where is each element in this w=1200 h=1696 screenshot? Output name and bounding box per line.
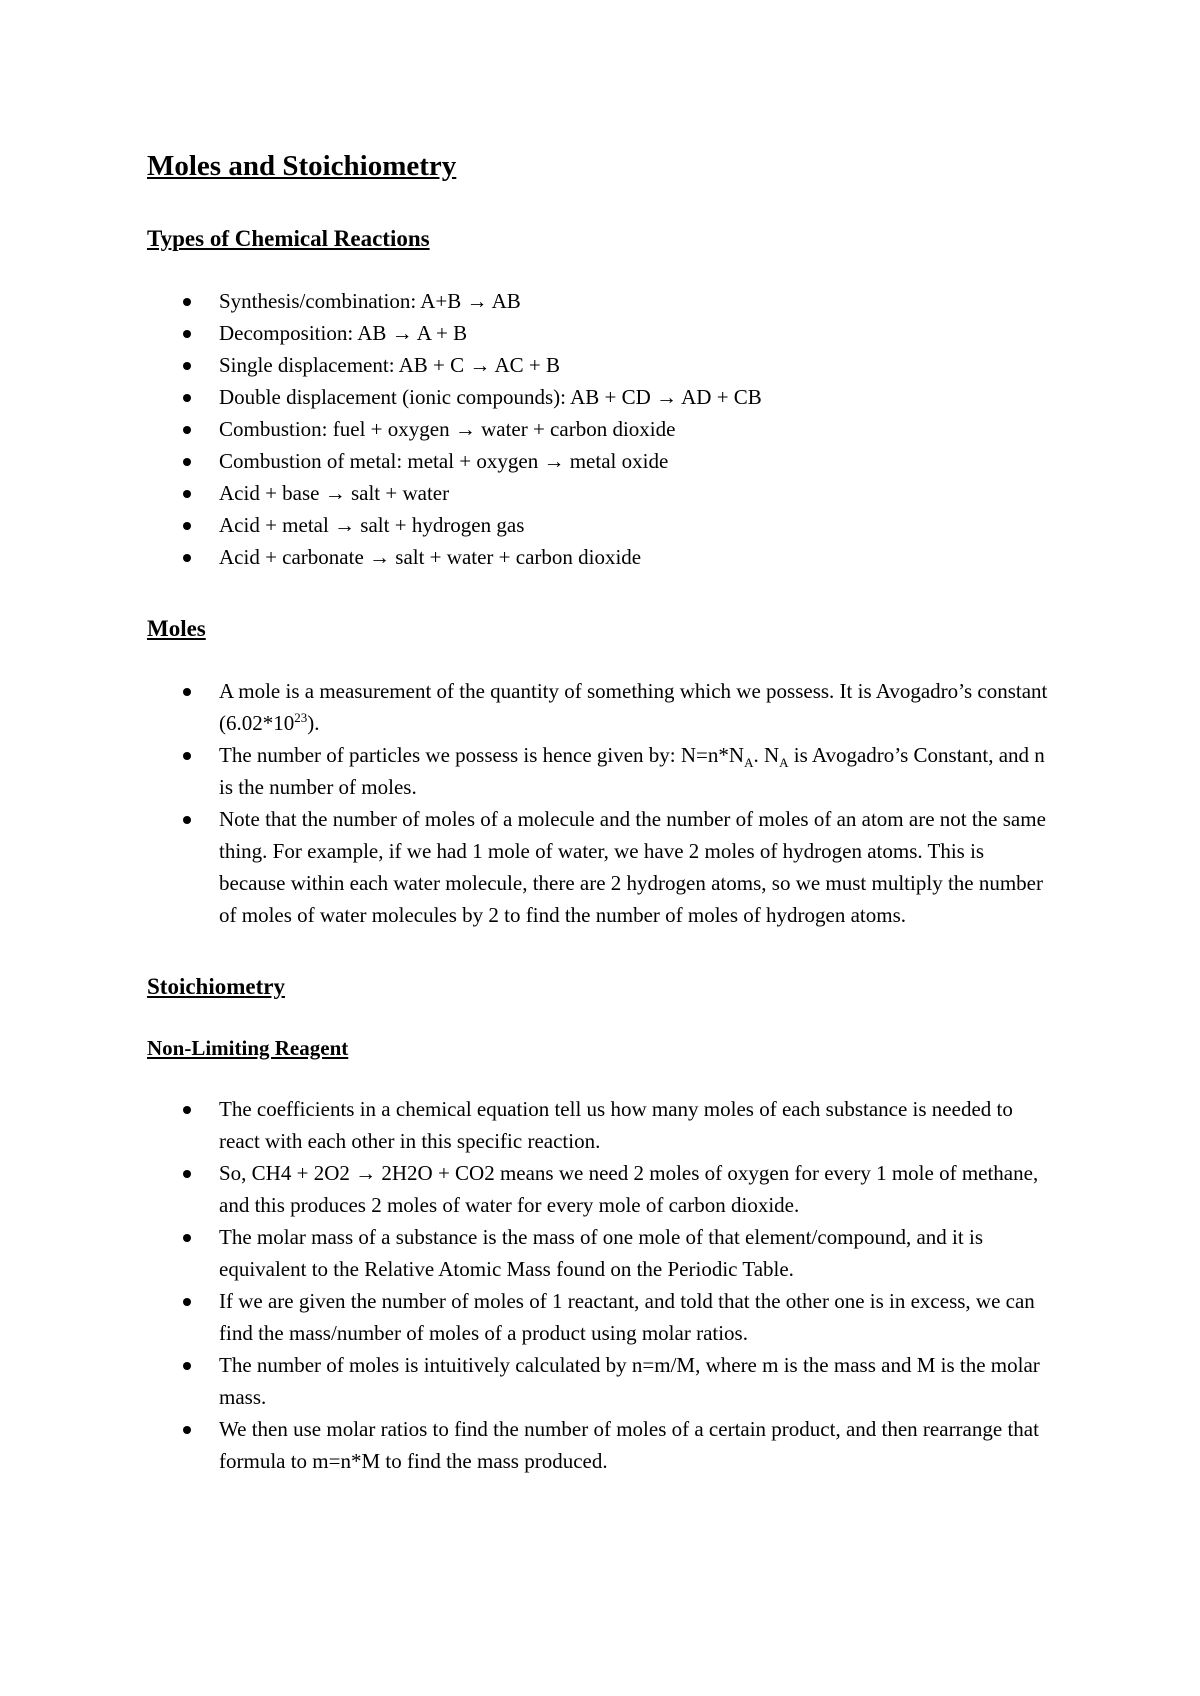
bullet-icon — [183, 554, 191, 562]
stoichiometry-list — [147, 1093, 1050, 1477]
subscript: A — [779, 755, 789, 771]
list-item — [147, 541, 1050, 573]
list-item — [147, 1221, 1050, 1285]
bullet-icon — [183, 1362, 191, 1370]
list-item-text: Combustion of metal: metal + oxygen → metal oxide — [219, 449, 669, 473]
bullet-icon — [183, 1106, 191, 1114]
list-item-text: ). — [307, 711, 320, 735]
list-item — [147, 349, 1050, 381]
section-heading-reactions: Types of Chemical Reactions — [147, 226, 430, 251]
bullet-icon — [183, 426, 191, 434]
list-item-text: is Avogadro’s Constant, and n is the number of moles. — [219, 743, 1045, 799]
list-item-text: The molar mass of a substance is the mass of one mole of that element/compound, and it is equivalent to the Relative Atomic Mass found on the Periodic Table. — [219, 1225, 983, 1281]
list-item-text: Acid + carbonate → salt + water + carbon dioxide — [219, 545, 642, 569]
list-item-text: Note that the number of moles of a molecule and the number of moles of an atom are not the same thing. For example, if we had 1 mole of water, we have 2 moles of hydrogen atoms. This is because within each water molecule, there are 2 hydrogen atoms, so we must multiply the number of moles of water molecules by 2 to find the number of moles of hydrogen atoms. — [219, 807, 1046, 927]
section-heading-moles: Moles — [147, 616, 206, 641]
list-item-text: Acid + metal → salt + hydrogen gas — [219, 513, 525, 537]
bullet-icon — [183, 490, 191, 498]
list-item-text: The number of particles we possess is hence given by: N=n*N — [219, 743, 745, 767]
list-item — [147, 803, 1050, 931]
list-item-text: If we are given the number of moles of 1 reactant, and told that the other one is in excess, we can find the mass/number of moles of a product using molar ratios. — [219, 1289, 1035, 1345]
list-item-text: The number of moles is intuitively calculated by n=m/M, where m is the mass and M is the molar mass. — [219, 1353, 1040, 1409]
list-item-text: A mole is a measurement of the quantity of something which we possess. It is Avogadro’s constant (6.02*10 — [219, 679, 1048, 735]
list-item — [147, 381, 1050, 413]
list-item-text: . N — [753, 743, 780, 767]
bullet-icon — [183, 522, 191, 530]
bullet-icon — [183, 394, 191, 402]
list-item — [147, 739, 1050, 803]
list-item-text: Acid + base → salt + water — [219, 481, 450, 505]
list-item — [147, 285, 1050, 317]
list-item-text: The coefficients in a chemical equation tell us how many moles of each substance is needed to react with each other in this specific reaction. — [219, 1097, 1013, 1153]
list-item — [147, 1285, 1050, 1349]
subscript: A — [744, 755, 754, 771]
list-item — [147, 1349, 1050, 1413]
bullet-icon — [183, 1234, 191, 1242]
list-item-text: So, CH4 + 2O2 → 2H2O + CO2 means we need 2 moles of oxygen for every 1 mole of methane, and this produces 2 moles of water for every mole of carbon dioxide. — [219, 1161, 1039, 1217]
bullet-icon — [183, 688, 191, 696]
moles-list — [147, 675, 1050, 931]
subsection-heading-non-limiting: Non-Limiting Reagent — [147, 1036, 349, 1060]
list-item — [147, 1157, 1050, 1221]
list-item-text: Synthesis/combination: A+B → AB — [219, 289, 521, 313]
bullet-icon — [183, 458, 191, 466]
list-item-text: Combustion: fuel + oxygen → water + carbon dioxide — [219, 417, 676, 441]
list-item — [147, 509, 1050, 541]
bullet-icon — [183, 1298, 191, 1306]
bullet-icon — [183, 816, 191, 824]
bullet-icon — [183, 1426, 191, 1434]
document-title: Moles and Stoichiometry — [147, 150, 457, 182]
list-item-text: Double displacement (ionic compounds): AB + CD → AD + CB — [219, 385, 762, 409]
list-item — [147, 675, 1050, 739]
list-item — [147, 1413, 1050, 1477]
section-heading-stoichiometry: Stoichiometry — [147, 974, 285, 999]
bullet-icon — [183, 1170, 191, 1178]
list-item-text: Single displacement: AB + C → AC + B — [219, 353, 561, 377]
bullet-icon — [183, 752, 191, 760]
superscript: 23 — [294, 710, 308, 725]
list-item-text: Decomposition: AB → A + B — [219, 321, 468, 345]
bullet-icon — [183, 298, 191, 306]
list-item — [147, 477, 1050, 509]
list-item — [147, 413, 1050, 445]
list-item — [147, 445, 1050, 477]
bullet-icon — [183, 362, 191, 370]
list-item-text: We then use molar ratios to find the number of moles of a certain product, and then rearrange that formula to m=n*M to find the mass produced. — [219, 1417, 1039, 1473]
list-item — [147, 1093, 1050, 1157]
reaction-types-list — [147, 285, 1050, 573]
bullet-icon — [183, 330, 191, 338]
list-item — [147, 317, 1050, 349]
